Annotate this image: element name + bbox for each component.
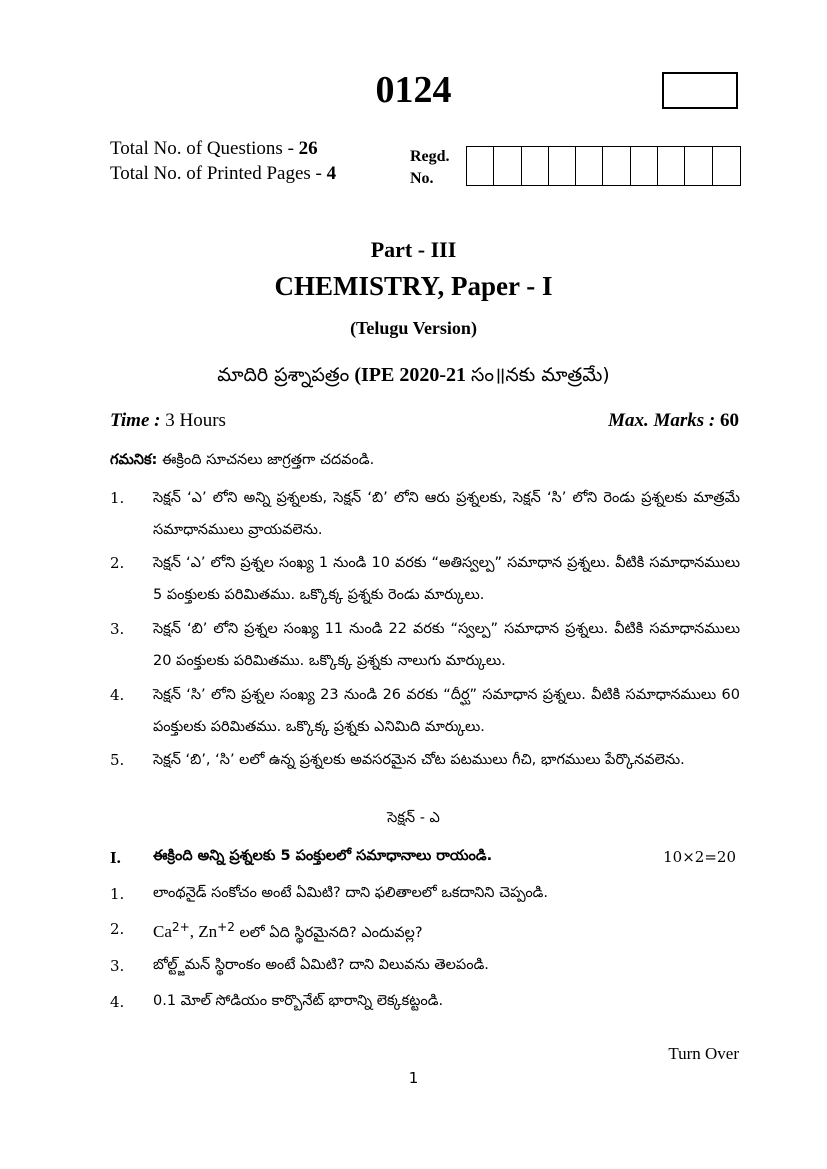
question-group-heading	[110, 848, 740, 868]
time-allowed	[110, 410, 226, 432]
time-label: Time :	[110, 410, 161, 431]
regd-cell	[549, 147, 576, 185]
instruction-number: 5.	[110, 751, 125, 769]
model-paper-title	[0, 364, 827, 391]
question-text: 0.1 మోల్ సోడియం కార్బొనేట్ భారాన్ని లెక్కకట్టండి.	[153, 993, 444, 1009]
zinc-symbol: Zn	[198, 921, 218, 941]
calcium-symbol: Ca	[153, 921, 172, 941]
regd-cell	[494, 147, 521, 185]
instruction-item	[110, 482, 740, 546]
regd-cell	[467, 147, 494, 185]
time-value: 3 Hours	[165, 410, 226, 431]
regd-label	[410, 146, 450, 190]
version-label: (Telugu Version)	[350, 318, 477, 338]
model-paper-prefix: మాదిరి ప్రశ్నాపత్రం	[217, 364, 350, 386]
question-number: 3.	[110, 957, 125, 975]
separator: ,	[189, 921, 199, 941]
questions-label: Total No. of Questions -	[110, 138, 299, 159]
marks-label: Max. Marks :	[608, 410, 716, 431]
max-marks	[608, 410, 739, 432]
regd-number-grid	[466, 146, 741, 186]
question-text: లాంథనైడ్ సంకోచం అంటే ఏమిటి? దాని ఫలితాలలో ఒకదానిని చెప్పండి.	[153, 885, 549, 901]
instruction-number: 2.	[110, 554, 125, 572]
questions-count: 26	[298, 138, 318, 159]
regd-cell	[631, 147, 658, 185]
total-pages	[110, 163, 336, 185]
page-number: 1	[408, 1069, 419, 1087]
group-marks: 10×2=20	[663, 848, 736, 866]
instruction-number: 4.	[110, 686, 125, 704]
question-item	[110, 920, 740, 945]
pages-count: 4	[326, 163, 337, 184]
part-title: Part - III	[370, 237, 457, 262]
instruction-item	[110, 547, 740, 611]
subject-title: CHEMISTRY, Paper - I	[274, 271, 553, 301]
instruction-text: సెక్షన్ ‘ఎ’ లోని అన్ని ప్రశ్నలకు, సెక్షన్ ‘బి’ లోని ఆరు ప్రశ్నలకు, సెక్షన్ ‘సి’ లోని రెండు ప్రశ్నలకు మాత్రమే సమాధానములు వ్రాయవలెను.	[153, 490, 740, 538]
calcium-charge: 2+	[171, 920, 190, 934]
regd-cell	[713, 147, 740, 185]
total-questions	[110, 138, 318, 160]
group-text: ఈక్రింది అన్ని ప్రశ్నలకు 5 పంక్తులలో సమాధానాలు రాయండి.	[153, 848, 493, 864]
regd-cell	[658, 147, 685, 185]
turn-over: Turn Over	[668, 1044, 739, 1063]
question-text-rest: లలో ఏది స్థిరమైనది? ఎందువల్ల?	[234, 924, 423, 941]
paper-code: 0124	[375, 69, 452, 111]
regd-label-1: Regd.	[410, 148, 450, 165]
regd-cell	[522, 147, 549, 185]
group-number: I.	[110, 848, 121, 867]
zinc-charge: +2	[217, 920, 235, 934]
question-item	[110, 993, 740, 1013]
regd-label-2: No.	[410, 170, 434, 187]
regd-cell	[576, 147, 603, 185]
instruction-number: 3.	[110, 620, 125, 638]
instruction-item	[110, 679, 740, 743]
regd-cell	[603, 147, 630, 185]
instruction-number: 1.	[110, 489, 125, 507]
instruction-item	[110, 744, 740, 776]
question-number: 4.	[110, 993, 125, 1011]
code-box	[662, 72, 738, 109]
instruction-text: సెక్షన్ ‘ఎ’ లోని ప్రశ్నల సంఖ్య 1 నుండి 10 వరకు “అతిస్వల్ప” సమాధాన ప్రశ్నలు. వీటికి సమాధానములు 5 పంక్తులకు పరిమితము. ఒక్కొక్క ప్రశ్నకు రెండు మార్కులు.	[153, 555, 740, 603]
model-paper-year: (IPE 2020-21	[354, 364, 466, 386]
regd-cell	[685, 147, 712, 185]
question-text: బోల్ట్జ్‌మన్ స్థిరాంకం అంటే ఏమిటి? దాని విలువను తెలపండి.	[153, 957, 489, 973]
pages-label: Total No. of Printed Pages -	[110, 163, 327, 184]
section-title: సెక్షన్ - ఎ	[387, 810, 440, 826]
note-text: ఈక్రింది సూచనలు జాగ్రత్తగా చదవండి.	[161, 452, 375, 468]
question-item	[110, 885, 740, 905]
instruction-text: సెక్షన్ ‘బి’, ‘సి’ లలో ఉన్న ప్రశ్నలకు అవసరమైన చోట పటములు గీచి, భాగములు పేర్కొనవలెను.	[153, 752, 685, 768]
marks-value: 60	[720, 410, 739, 431]
note-label: గమనిక:	[110, 452, 158, 468]
note	[110, 452, 374, 472]
instruction-text: సెక్షన్ ‘సి’ లోని ప్రశ్నల సంఖ్య 23 నుండి 26 వరకు “దీర్ఘ” సమాధాన ప్రశ్నలు. వీటికి సమాధానములు 60 పంక్తులకు పరిమితము. ఒక్కొక్క ప్రశ్నకు ఎనిమిది మార్కులు.	[153, 687, 740, 735]
instruction-text: సెక్షన్ ‘బి’ లోని ప్రశ్నల సంఖ్య 11 నుండి 22 వరకు “స్వల్ప” సమాధాన ప్రశ్నలు. వీటికి సమాధానములు 20 పంక్తులకు పరిమితము. ఒక్కొక్క ప్రశ్నకు నాలుగు మార్కులు.	[153, 621, 740, 669]
question-text	[153, 920, 740, 945]
model-paper-suffix: సం॥నకు మాత్రమే)	[471, 364, 610, 386]
instruction-item	[110, 613, 740, 677]
question-number: 1.	[110, 885, 125, 903]
question-item	[110, 957, 740, 977]
question-number: 2.	[110, 920, 125, 938]
